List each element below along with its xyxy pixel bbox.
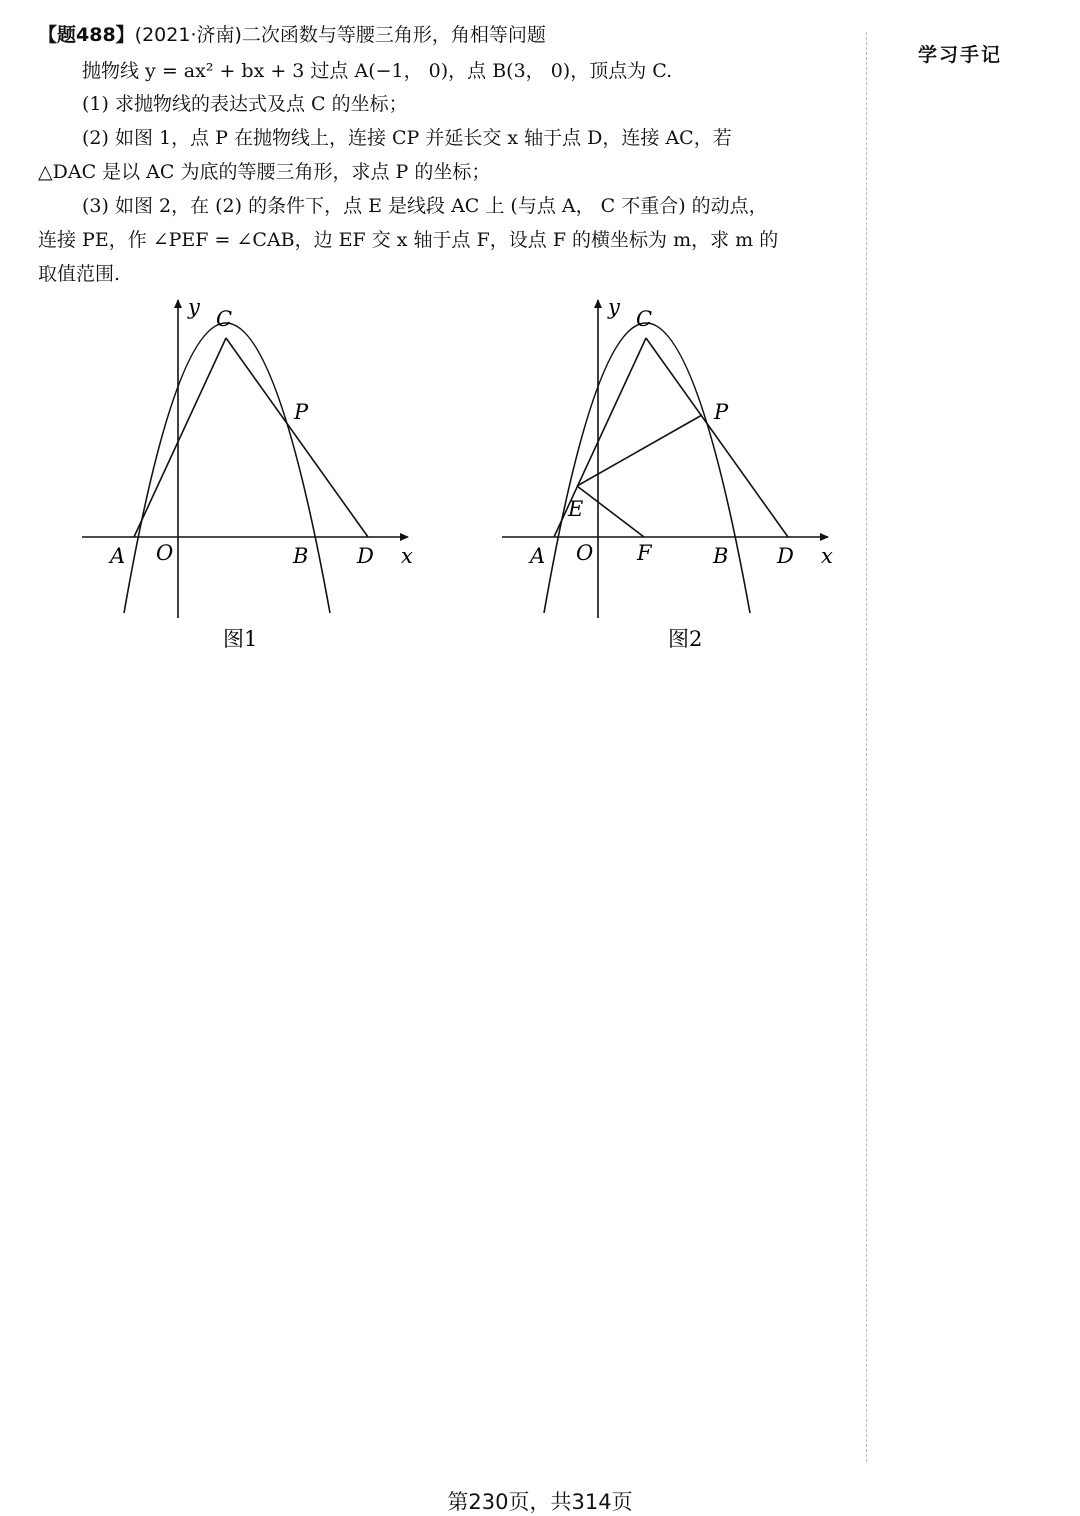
sidebar-title: 学习手记 (918, 44, 1003, 66)
label-O: O (156, 541, 174, 565)
label-y: y (608, 295, 620, 319)
label-B: B (293, 544, 309, 568)
label-x: x (401, 544, 413, 568)
label-E: E (568, 497, 584, 521)
problem-line-1: 抛物线 y = ax² + bx + 3 过点 A(−1， 0)，点 B(3， 0)，顶点为 C. (82, 60, 673, 82)
segment-EF (577, 486, 644, 537)
problem-line-2: (1) 求抛物线的表达式及点 C 的坐标； (82, 93, 408, 115)
figure-2-caption: 图2 (668, 627, 703, 651)
label-D: D (357, 544, 374, 568)
segment-EP (577, 415, 702, 486)
parabola (544, 323, 750, 613)
problem-line-6: 连接 PE，作 ∠PEF = ∠CAB，边 EF 交 x 轴于点 F，设点 F 的横坐标为 m，求 m 的 (38, 229, 779, 251)
label-B: B (713, 544, 729, 568)
label-C: C (636, 307, 653, 331)
label-O: O (576, 541, 594, 565)
label-A: A (530, 544, 546, 568)
label-P: P (294, 400, 309, 424)
segment-AC (134, 338, 226, 537)
figure-1 (70, 290, 430, 660)
page-footer: 第230页，共314页 (447, 1490, 633, 1514)
label-F: F (637, 541, 652, 565)
figure-1-caption: 图1 (223, 627, 258, 651)
parabola (124, 323, 330, 613)
problem-line-7: 取值范围. (38, 263, 121, 285)
label-C: C (216, 307, 233, 331)
label-y: y (188, 295, 200, 319)
figure-2 (490, 290, 850, 660)
sidebar-divider (866, 32, 867, 1462)
problem-line-4: △DAC 是以 AC 为底的等腰三角形，求点 P 的坐标； (38, 161, 491, 183)
problem-tag: 【题488】 (38, 24, 135, 46)
problem-line-3: (2) 如图 1，点 P 在抛物线上，连接 CP 并延长交 x 轴于点 D，连接 AC，若 (82, 127, 732, 149)
label-x: x (821, 544, 833, 568)
label-D: D (777, 544, 794, 568)
label-A: A (110, 544, 126, 568)
segment-CD (646, 338, 788, 537)
problem-title (38, 21, 546, 49)
problem-line-5: (3) 如图 2，在 (2) 的条件下，点 E 是线段 AC 上 (与点 A， C 不重合) 的动点， (82, 195, 768, 217)
label-P: P (714, 400, 729, 424)
problem-title-text: (2021·济南)二次函数与等腰三角形，角相等问题 (134, 24, 546, 46)
segment-CD (226, 338, 368, 537)
